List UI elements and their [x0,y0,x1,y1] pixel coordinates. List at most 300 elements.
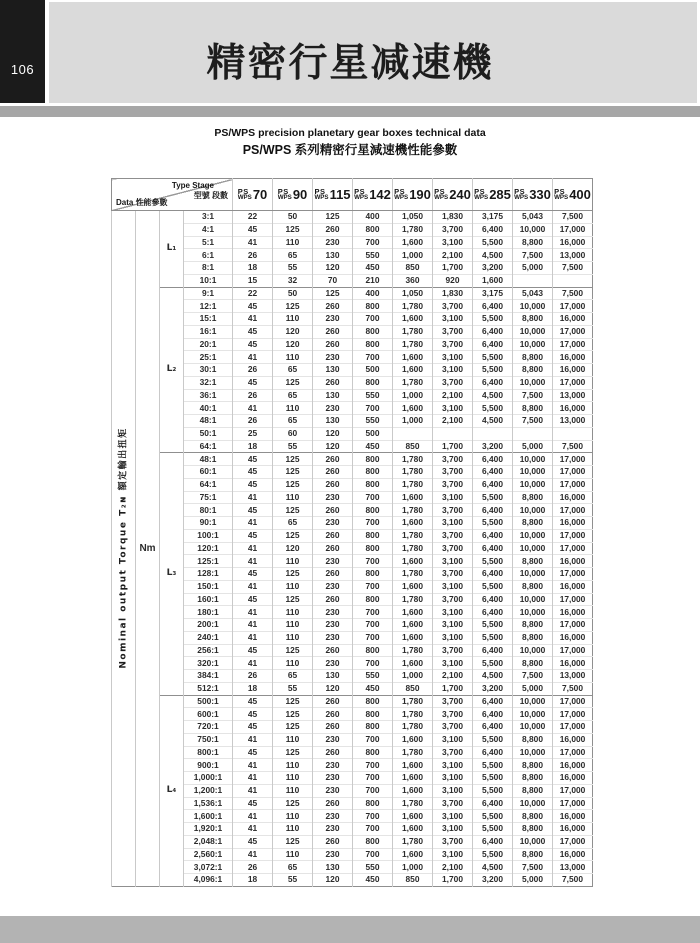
value-cell: 16,000 [553,402,593,415]
value-cell: 1,780 [393,721,433,734]
value-cell: 230 [313,759,353,772]
value-cell: 5,500 [473,313,513,326]
value-cell [553,274,593,287]
series-prefix [474,188,488,202]
frame-size: 400 [569,187,591,202]
column-header-142 [353,179,393,211]
value-cell: 230 [313,810,353,823]
table-row [112,287,593,300]
value-cell: 10,000 [513,606,553,619]
value-cell: 17,000 [553,784,593,797]
value-cell: 260 [313,223,353,236]
value-cell: 17,000 [553,644,593,657]
value-cell: 17,000 [553,721,593,734]
series-prefix-bottom: WPS [514,194,529,202]
value-cell: 65 [273,517,313,530]
value-cell: 17,000 [553,619,593,632]
value-cell: 260 [313,721,353,734]
value-cell: 45 [233,593,273,606]
ratio-cell: 75:1 [184,491,233,504]
column-header-400 [553,179,593,211]
value-cell: 3,100 [433,823,473,836]
value-cell: 7,500 [513,670,553,683]
value-cell: 4,500 [473,670,513,683]
value-cell: 230 [313,580,353,593]
table-row [112,810,593,823]
value-cell: 26 [233,364,273,377]
value-cell: 1,780 [393,325,433,338]
value-cell: 260 [313,504,353,517]
value-cell: 800 [353,835,393,848]
value-cell: 110 [273,657,313,670]
value-cell: 110 [273,491,313,504]
value-cell: 3,100 [433,631,473,644]
series-prefix-top: PS [394,186,406,196]
value-cell: 41 [233,351,273,364]
value-cell: 125 [273,568,313,581]
value-cell: 1,600 [393,351,433,364]
value-cell: 3,100 [433,657,473,670]
value-cell: 6,400 [473,376,513,389]
ratio-cell: 64:1 [184,478,233,491]
series-prefix [314,188,328,202]
value-cell: 16,000 [553,657,593,670]
value-cell: 3,100 [433,517,473,530]
value-cell: 4,500 [473,415,513,428]
value-cell: 6,400 [473,708,513,721]
table-row [112,848,593,861]
value-cell: 65 [273,415,313,428]
value-cell: 17,000 [553,504,593,517]
value-cell: 45 [233,504,273,517]
value-cell: 3,100 [433,555,473,568]
value-cell: 3,100 [433,236,473,249]
value-cell: 700 [353,351,393,364]
value-cell: 55 [273,682,313,695]
value-cell: 1,780 [393,593,433,606]
ratio-cell: 50:1 [184,427,233,440]
ratio-cell: 6:1 [184,249,233,262]
value-cell: 6,400 [473,568,513,581]
value-cell: 130 [313,670,353,683]
value-cell: 550 [353,670,393,683]
ratio-cell: 5:1 [184,236,233,249]
value-cell: 8,800 [513,733,553,746]
value-cell: 8,800 [513,491,553,504]
value-cell: 65 [273,389,313,402]
value-cell: 850 [393,874,433,887]
value-cell: 3,100 [433,733,473,746]
value-cell: 450 [353,262,393,275]
value-cell: 360 [393,274,433,287]
value-cell: 110 [273,631,313,644]
value-cell: 1,780 [393,376,433,389]
value-cell: 13,000 [553,415,593,428]
value-cell [513,427,553,440]
value-cell: 3,700 [433,325,473,338]
value-cell: 7,500 [553,682,593,695]
value-cell: 6,400 [473,695,513,708]
technical-data-table-wrap [111,178,593,887]
value-cell: 230 [313,351,353,364]
value-cell: 8,800 [513,823,553,836]
value-cell: 3,100 [433,810,473,823]
value-cell: 1,600 [393,759,433,772]
value-cell [553,427,593,440]
value-cell: 8,800 [513,555,553,568]
value-cell: 5,500 [473,619,513,632]
value-cell: 10,000 [513,835,553,848]
value-cell: 1,600 [393,313,433,326]
table-row [112,542,593,555]
series-prefix [514,188,528,202]
value-cell: 1,780 [393,466,433,479]
value-cell: 230 [313,784,353,797]
value-cell: 5,500 [473,236,513,249]
value-cell: 10,000 [513,644,553,657]
value-cell: 260 [313,478,353,491]
table-row [112,376,593,389]
value-cell: 110 [273,606,313,619]
value-cell: 1,600 [393,364,433,377]
value-cell: 550 [353,249,393,262]
value-cell: 700 [353,402,393,415]
value-cell: 700 [353,631,393,644]
value-cell: 3,700 [433,568,473,581]
stage-group-label: L₄ [160,695,184,886]
series-prefix-top: PS [434,186,446,196]
value-cell: 6,400 [473,746,513,759]
value-cell: 6,400 [473,835,513,848]
ratio-cell: 80:1 [184,504,233,517]
value-cell: 8,800 [513,402,553,415]
value-cell: 110 [273,810,313,823]
value-cell: 17,000 [553,338,593,351]
value-cell: 3,700 [433,223,473,236]
table-row [112,249,593,262]
value-cell: 550 [353,389,393,402]
value-cell: 450 [353,682,393,695]
value-cell: 16,000 [553,491,593,504]
table-row [112,695,593,708]
series-prefix [434,188,448,202]
column-header-240 [433,179,473,211]
table-row [112,784,593,797]
series-prefix-top: PS [474,186,486,196]
ratio-cell: 320:1 [184,657,233,670]
table-header-row [112,179,593,211]
vertical-axis-label: Nominal output Torque T₂ɴ 額定輸出扭矩 [118,427,128,670]
value-cell: 700 [353,580,393,593]
value-cell: 10,000 [513,695,553,708]
value-cell: 125 [313,287,353,300]
value-cell: 3,700 [433,453,473,466]
value-cell: 6,400 [473,300,513,313]
table-row [112,568,593,581]
value-cell: 800 [353,478,393,491]
value-cell: 110 [273,784,313,797]
series-prefix-top: PS [237,186,249,196]
value-cell: 16,000 [553,517,593,530]
ratio-cell: 100:1 [184,529,233,542]
page-title: 精密行星减速機 [206,42,494,85]
value-cell: 120 [313,262,353,275]
column-header-330 [513,179,553,211]
value-cell: 26 [233,861,273,874]
value-cell: 45 [233,529,273,542]
value-cell: 800 [353,300,393,313]
value-cell: 18 [233,682,273,695]
value-cell: 400 [353,287,393,300]
table-row [112,402,593,415]
value-cell: 16,000 [553,759,593,772]
table-row [112,555,593,568]
value-cell: 8,800 [513,759,553,772]
value-cell: 45 [233,708,273,721]
value-cell: 3,100 [433,351,473,364]
value-cell: 120 [273,325,313,338]
value-cell: 65 [273,249,313,262]
value-cell: 110 [273,759,313,772]
value-cell: 1,600 [393,631,433,644]
value-cell: 2,100 [433,415,473,428]
value-cell: 800 [353,568,393,581]
ratio-cell: 512:1 [184,682,233,695]
ratio-cell: 240:1 [184,631,233,644]
table-row [112,466,593,479]
ratio-cell: 3,072:1 [184,861,233,874]
value-cell: 120 [313,874,353,887]
value-cell: 1,830 [433,287,473,300]
value-cell: 230 [313,236,353,249]
value-cell: 800 [353,708,393,721]
value-cell: 16,000 [553,823,593,836]
value-cell: 7,500 [513,389,553,402]
stage-group-label: L₃ [160,453,184,695]
value-cell: 400 [353,211,393,224]
value-cell: 5,000 [513,682,553,695]
value-cell: 7,500 [553,440,593,453]
value-cell: 3,100 [433,313,473,326]
value-cell: 125 [313,211,353,224]
table-row [112,478,593,491]
value-cell: 700 [353,491,393,504]
value-cell: 45 [233,223,273,236]
value-cell: 41 [233,402,273,415]
value-cell: 210 [353,274,393,287]
ratio-cell: 200:1 [184,619,233,632]
corner-cell [112,179,233,211]
table-row [112,274,593,287]
value-cell: 850 [393,682,433,695]
value-cell: 5,000 [513,440,553,453]
value-cell: 41 [233,606,273,619]
ratio-cell: 1,920:1 [184,823,233,836]
value-cell: 5,500 [473,772,513,785]
table-row [112,389,593,402]
value-cell: 18 [233,440,273,453]
value-cell: 260 [313,453,353,466]
value-cell: 125 [273,695,313,708]
value-cell: 50 [273,287,313,300]
table-row [112,504,593,517]
value-cell: 850 [393,440,433,453]
value-cell: 1,000 [393,389,433,402]
value-cell: 17,000 [553,453,593,466]
value-cell: 700 [353,733,393,746]
value-cell: 110 [273,555,313,568]
value-cell: 3,700 [433,644,473,657]
value-cell: 3,200 [473,262,513,275]
value-cell [433,427,473,440]
ratio-cell: 1,600:1 [184,810,233,823]
value-cell: 41 [233,823,273,836]
value-cell: 260 [313,593,353,606]
value-cell: 800 [353,542,393,555]
value-cell: 500 [353,364,393,377]
value-cell: 10,000 [513,721,553,734]
value-cell: 3,700 [433,708,473,721]
value-cell: 45 [233,376,273,389]
value-cell: 110 [273,619,313,632]
value-cell: 500 [353,427,393,440]
value-cell: 120 [313,682,353,695]
ratio-cell: 12:1 [184,300,233,313]
series-prefix-bottom: WPS [314,194,329,202]
ratio-cell: 160:1 [184,593,233,606]
value-cell: 1,780 [393,300,433,313]
value-cell: 6,400 [473,338,513,351]
value-cell: 3,100 [433,402,473,415]
ratio-cell: 1,000:1 [184,772,233,785]
series-prefix [394,188,408,202]
ratio-cell: 64:1 [184,440,233,453]
series-prefix-top: PS [554,186,566,196]
value-cell: 1,000 [393,670,433,683]
value-cell: 2,100 [433,861,473,874]
value-cell: 16,000 [553,555,593,568]
value-cell: 1,000 [393,249,433,262]
value-cell: 125 [273,223,313,236]
ratio-cell: 25:1 [184,351,233,364]
value-cell: 800 [353,325,393,338]
value-cell: 125 [273,376,313,389]
value-cell: 8,800 [513,351,553,364]
value-cell: 230 [313,631,353,644]
value-cell: 3,100 [433,580,473,593]
value-cell: 70 [313,274,353,287]
value-cell: 1,600 [393,402,433,415]
value-cell: 3,100 [433,619,473,632]
frame-size: 240 [449,187,471,202]
ratio-cell: 40:1 [184,402,233,415]
value-cell: 230 [313,733,353,746]
table-row [112,708,593,721]
value-cell: 1,700 [433,682,473,695]
ratio-cell: 16:1 [184,325,233,338]
ratio-cell: 125:1 [184,555,233,568]
value-cell: 230 [313,402,353,415]
value-cell: 18 [233,874,273,887]
value-cell: 3,100 [433,491,473,504]
value-cell: 45 [233,325,273,338]
value-cell: 700 [353,772,393,785]
value-cell: 260 [313,338,353,351]
value-cell: 45 [233,338,273,351]
table-row [112,517,593,530]
value-cell: 8,800 [513,619,553,632]
value-cell: 17,000 [553,376,593,389]
value-cell: 125 [273,300,313,313]
value-cell: 8,800 [513,772,553,785]
value-cell: 13,000 [553,389,593,402]
value-cell: 26 [233,249,273,262]
value-cell: 41 [233,542,273,555]
column-header-70 [233,179,273,211]
value-cell: 45 [233,300,273,313]
value-cell: 260 [313,746,353,759]
value-cell: 45 [233,466,273,479]
value-cell: 16,000 [553,580,593,593]
subtitle-english: PS/WPS precision planetary gear boxes technical data [214,127,486,139]
ratio-cell: 150:1 [184,580,233,593]
value-cell: 7,500 [513,861,553,874]
value-cell: 3,700 [433,835,473,848]
value-cell: 17,000 [553,746,593,759]
ratio-cell: 8:1 [184,262,233,275]
value-cell: 230 [313,619,353,632]
value-cell: 7,500 [553,211,593,224]
value-cell: 1,780 [393,746,433,759]
value-cell: 125 [273,746,313,759]
value-cell: 110 [273,236,313,249]
value-cell: 10,000 [513,593,553,606]
unit-cell: Nm [136,211,160,887]
value-cell: 3,700 [433,376,473,389]
value-cell: 260 [313,568,353,581]
table-head [112,179,593,211]
value-cell: 17,000 [553,300,593,313]
footer-bar [0,916,700,943]
ratio-cell: 800:1 [184,746,233,759]
value-cell: 800 [353,644,393,657]
table-row [112,657,593,670]
value-cell: 700 [353,236,393,249]
value-cell: 5,500 [473,848,513,861]
value-cell: 125 [273,593,313,606]
ratio-cell: 900:1 [184,759,233,772]
ratio-cell: 750:1 [184,733,233,746]
ratio-cell: 384:1 [184,670,233,683]
value-cell: 41 [233,810,273,823]
table-row [112,529,593,542]
value-cell: 41 [233,733,273,746]
value-cell: 800 [353,338,393,351]
value-cell: 5,500 [473,631,513,644]
value-cell: 7,500 [513,249,553,262]
value-cell: 22 [233,211,273,224]
value-cell: 230 [313,657,353,670]
ratio-cell: 500:1 [184,695,233,708]
value-cell: 700 [353,810,393,823]
ratio-cell: 36:1 [184,389,233,402]
value-cell: 1,780 [393,338,433,351]
value-cell: 1,780 [393,708,433,721]
value-cell: 6,400 [473,223,513,236]
value-cell: 8,800 [513,657,553,670]
value-cell: 5,500 [473,351,513,364]
table-row [112,415,593,428]
